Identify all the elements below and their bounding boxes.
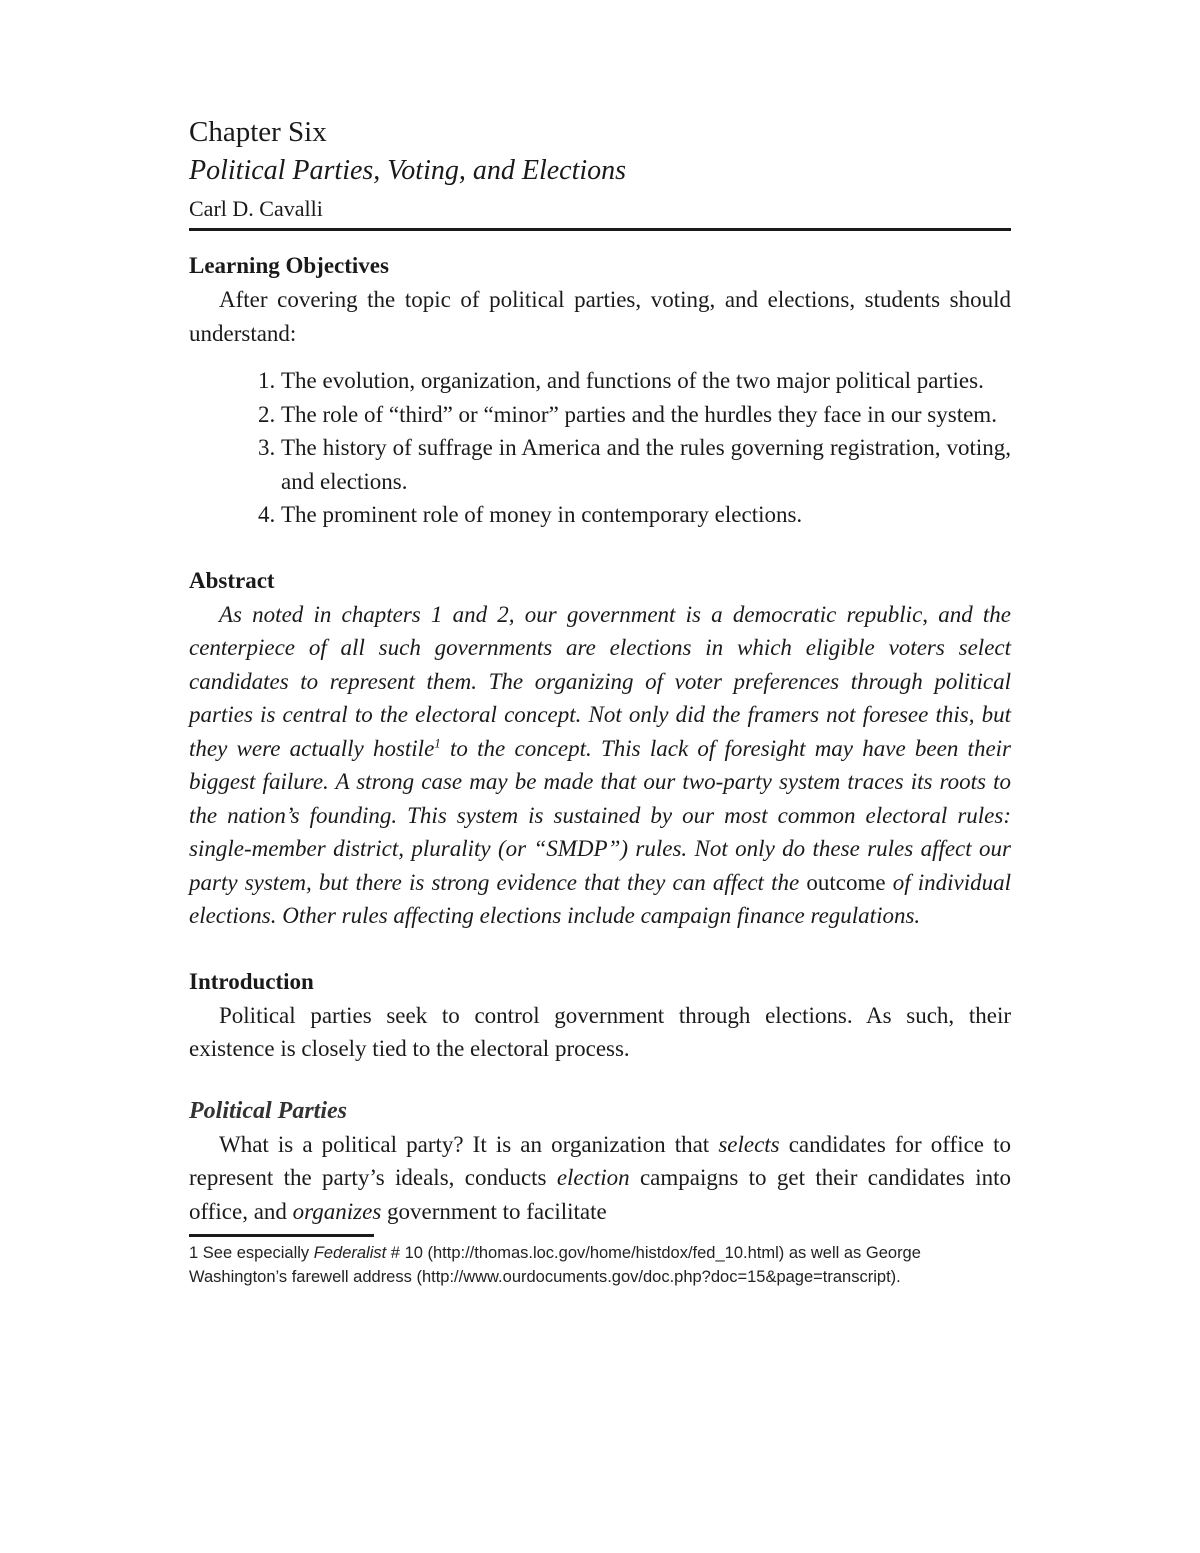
list-item: 1. The evolution, organization, and functions of the two major political parties. (281, 364, 1011, 398)
author-name: Carl D. Cavalli (189, 196, 323, 221)
text-part: government to facilitate (381, 1198, 607, 1224)
chapter-subtitle: Political Parties, Voting, and Elections (189, 155, 627, 186)
text-part: What is a political party? It is an organization that (219, 1131, 719, 1157)
footnote-ref[interactable]: 1 (434, 734, 441, 750)
text-part: candidates for office to represent the party’s ideals, conducts (189, 1131, 1012, 1190)
emphasis-selects: selects (718, 1131, 780, 1157)
emphasis-election: election (556, 1165, 630, 1190)
document-page (189, 112, 1011, 1289)
political-parties-subheading: Political Parties (189, 1097, 347, 1124)
footnote-text: See especially (198, 1244, 314, 1262)
footnote-number: 1 (189, 1244, 199, 1262)
abstract-text (189, 598, 1011, 933)
political-parties-text (189, 1128, 1011, 1229)
footnote-text: # 10 (http://thomas.loc.gov/home/histdox/fed_10.html) as well as George Washington’s farewell address (http://www.ourdocuments.gov/doc.php?doc=15&page=transcript). (189, 1244, 921, 1286)
introduction-heading: Introduction (189, 968, 314, 994)
list-item: 4. The prominent role of money in contemporary elections. (281, 498, 1011, 532)
objectives-intro: After covering the topic of political parties, voting, and elections, students should understand: (189, 287, 1011, 346)
emphasis-organizes: organizes (292, 1198, 382, 1224)
footnote-federalist: Federalist (313, 1244, 387, 1262)
abstract-heading: Abstract (189, 567, 275, 593)
list-item: 3. The history of suffrage in America and the rules governing registration, voting, and elections. (281, 431, 1011, 498)
objectives-list (189, 364, 1011, 532)
footnote-rule (189, 1234, 374, 1237)
list-item: 2. The role of “third” or “minor” parties and the hurdles they face in our system. (281, 398, 1011, 432)
footnote (189, 1241, 1011, 1289)
introduction-text: Political parties seek to control government through elections. As such, their existence is closely tied to the electoral process. (189, 1002, 1011, 1061)
text-part: campaigns to get their candidates into office, and (189, 1165, 1011, 1224)
abstract-outcome: outcome (806, 869, 886, 895)
abstract-text-part: to the concept. This lack of foresight may have been their biggest failure. A strong case may be made that our two-party system traces its roots to the nation’s founding. This system is sustained by our most common electoral rules: single-member district, plurality (or “SMDP”) rules. Not only do these rules affect our party system, but there is strong evidence that they can affect the (189, 735, 1011, 895)
abstract-text-part: As noted in chapters 1 and 2, our government is a democratic republic, and the centerpiece of all such governments are elections in which eligible voters select candidates to represent them. The organizing of voter preferences through political parties is central to the electoral concept. Not only did the framers not foresee this, but they were actually hostile (189, 601, 1011, 761)
chapter-title: Chapter Six (189, 116, 327, 148)
abstract-text-part: of individual elections. Other rules affecting elections include campaign finance regulations. (189, 869, 1011, 928)
objectives-heading: Learning Objectives (189, 253, 389, 278)
